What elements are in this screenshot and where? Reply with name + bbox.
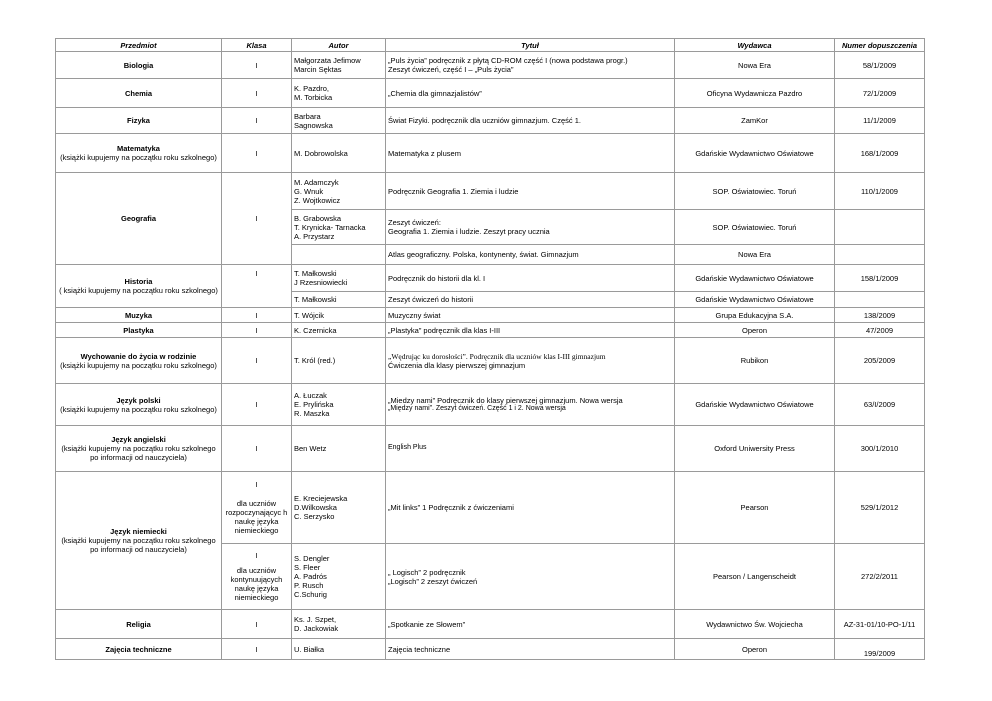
subject-cell — [56, 134, 222, 173]
author-cell — [292, 52, 386, 79]
approval-number-cell: 529/1/2012 — [835, 472, 925, 544]
author-line: A. Łuczak — [294, 391, 327, 400]
approval-number-cell: 205/2009 — [835, 338, 925, 384]
class-cell: I — [222, 426, 292, 472]
header-publisher: Wydawca — [675, 39, 835, 52]
subject-cell — [56, 384, 222, 426]
title-cell — [386, 265, 675, 292]
publisher-cell: Gdańskie Wydawnictwo Oświatowe — [675, 292, 835, 308]
title-line: Ćwiczenia dla klasy pierwszej gimnazjum — [388, 360, 526, 370]
table-row — [56, 384, 925, 426]
class-cell: I — [222, 173, 292, 265]
approval-number-cell: AZ-31-01/10-PO-1/11 — [835, 610, 925, 639]
table-row — [56, 323, 925, 338]
approval-number-cell: 138/2009 — [835, 308, 925, 323]
title-line: „Między nami”. Zeszyt ćwiczeń. Część 1 i 2. Nowa wersja — [388, 404, 566, 412]
author-line: Barbara — [294, 111, 321, 121]
author-line: T. Wójcik — [294, 310, 324, 320]
subject-name: Geografia — [120, 214, 156, 223]
author-line: K. Pazdro, — [294, 84, 330, 93]
title-cell — [386, 134, 675, 173]
approval-number-cell: 72/1/2009 — [835, 79, 925, 108]
class-cell: I — [222, 134, 292, 173]
title-cell — [386, 108, 675, 134]
author-line: M. Dobrowolska — [294, 148, 348, 158]
textbook-table — [55, 38, 925, 660]
author-cell — [292, 308, 386, 323]
title-line: Podręcznik do historii dla kl. I — [388, 273, 486, 283]
author-line: Sagnowska — [294, 120, 333, 130]
author-cell — [292, 544, 386, 610]
class-cell — [222, 472, 292, 544]
subject-name: Język niemiecki — [110, 527, 167, 536]
subject-cell — [56, 639, 222, 660]
author-cell — [292, 173, 386, 210]
title-cell — [386, 338, 675, 384]
approval-number-cell — [835, 292, 925, 308]
author-line: M. Torbicka — [294, 93, 333, 102]
publisher-cell: Operon — [675, 323, 835, 338]
author-cell — [292, 323, 386, 338]
publisher-cell: Gdańskie Wydawnictwo Oświatowe — [675, 265, 835, 292]
subject-note: (książki kupujemy na początku roku szkolnego po informacji od nauczyciela) — [61, 444, 216, 462]
author-line: Ks. J. Szpet, — [294, 615, 337, 624]
class-cell: I — [222, 265, 292, 308]
subject-cell — [56, 426, 222, 472]
header-title: Tytuł — [386, 39, 675, 52]
author-line: C. Serzysko — [294, 512, 335, 521]
author-cell — [292, 210, 386, 245]
author-line: Marcin Sęktas — [294, 65, 342, 74]
header-author: Autor — [292, 39, 386, 52]
publisher-cell: Grupa Edukacyjna S.A. — [675, 308, 835, 323]
title-line: „Miedzy nami” Podręcznik do klasy pierwszej gimnazjum. Nowa wersja — [388, 395, 623, 405]
title-line: „Wędrując ku dorosłości”. Podręcznik dla uczniów klas I-III gimnazjum — [388, 351, 606, 361]
author-line: U. Białka — [294, 644, 325, 654]
publisher-cell: Oficyna Wydawnicza Pazdro — [675, 79, 835, 108]
publisher-cell: SOP. Oświatowiec. Toruń — [675, 210, 835, 245]
approval-number-cell: 63/I/2009 — [835, 384, 925, 426]
title-line: „ Logisch” 2 podręcznik — [388, 567, 466, 577]
author-line: D.Wilkowska — [294, 503, 337, 512]
subject-note: (książki kupujemy na początku roku szkolnego po informacji od nauczyciela) — [61, 536, 216, 554]
author-line: E. Kreciejewska — [294, 494, 348, 503]
title-cell — [386, 384, 675, 426]
approval-number-cell — [835, 210, 925, 245]
author-line: J Rzesniowiecki — [294, 278, 348, 287]
author-cell — [292, 426, 386, 472]
subject-cell — [56, 108, 222, 134]
title-line: Zeszyt ćwiczeń: — [388, 218, 441, 227]
title-cell — [386, 173, 675, 210]
subject-name: Plastyka — [123, 325, 154, 335]
approval-number-cell: 272/2/2011 — [835, 544, 925, 610]
title-cell — [386, 544, 675, 610]
author-cell — [292, 245, 386, 265]
table-row — [56, 610, 925, 639]
title-line: „Plastyka” podręcznik dla klas I-III — [388, 325, 501, 335]
approval-number-cell: 300/1/2010 — [835, 426, 925, 472]
author-line: M. Adamczyk — [294, 177, 339, 187]
title-cell — [386, 52, 675, 79]
author-cell — [292, 292, 386, 308]
class-cell: I — [222, 384, 292, 426]
table-row — [56, 79, 925, 108]
title-cell — [386, 79, 675, 108]
author-line: E. Prylińska — [294, 400, 334, 409]
title-line: „Mit links” 1 Podręcznik z ćwiczeniami — [388, 503, 514, 512]
title-cell — [386, 426, 675, 472]
author-cell — [292, 79, 386, 108]
subject-name: Historia — [124, 277, 153, 286]
title-line: Muzyczny świat — [388, 310, 441, 320]
publisher-cell: Nowa Era — [675, 245, 835, 265]
subject-cell — [56, 173, 222, 265]
approval-number-cell: 11/1/2009 — [835, 108, 925, 134]
header-approval-number: Numer dopuszczenia — [835, 39, 925, 52]
author-cell — [292, 134, 386, 173]
class-cell: I — [222, 52, 292, 79]
author-cell — [292, 265, 386, 292]
author-line: Ben Wetz — [294, 444, 327, 453]
author-cell — [292, 639, 386, 660]
author-cell — [292, 472, 386, 544]
publisher-cell: SOP. Oświatowiec. Toruń — [675, 173, 835, 210]
subject-cell — [56, 79, 222, 108]
table-row — [56, 265, 925, 292]
approval-number-cell — [835, 245, 925, 265]
class-value: I — [255, 480, 258, 489]
approval-number-cell: 47/2009 — [835, 323, 925, 338]
subject-cell — [56, 338, 222, 384]
author-line: T. Małkowski — [294, 269, 337, 278]
title-line: Matematyka z plusem — [388, 148, 461, 158]
table-row — [56, 639, 925, 660]
publisher-cell: Nowa Era — [675, 52, 835, 79]
author-line: A. Przystarz — [294, 231, 335, 241]
table-row — [56, 52, 925, 79]
class-note: dla uczniów kontynuujących naukę języka niemieckiego — [230, 566, 283, 602]
subject-name: Język angielski — [111, 435, 166, 444]
publisher-cell: ZamKor — [675, 108, 835, 134]
subject-name: Język polski — [116, 395, 161, 405]
table-row — [56, 173, 925, 210]
subject-cell — [56, 265, 222, 308]
class-cell: I — [222, 338, 292, 384]
title-cell — [386, 639, 675, 660]
table-row — [56, 108, 925, 134]
title-line: „Puls życia” podręcznik z płytą CD-ROM część I (nowa podstawa progr.) — [388, 56, 628, 65]
subject-note: (książki kupujemy na początku roku szkolnego) — [60, 153, 217, 162]
table-row — [56, 134, 925, 173]
title-line: Atlas geograficzny. Polska, kontynenty, świat. Gimnazjum — [388, 250, 579, 259]
publisher-cell: Rubikon — [675, 338, 835, 384]
author-line: B. Grabowska — [294, 213, 342, 223]
title-cell — [386, 210, 675, 245]
subject-cell — [56, 610, 222, 639]
title-cell — [386, 472, 675, 544]
author-line: K. Czernicka — [294, 325, 337, 335]
subject-cell — [56, 323, 222, 338]
title-line: Świat Fizyki. podręcznik dla uczniów gimnazjum. Część 1. — [388, 116, 581, 125]
publisher-cell: Pearson / Langenscheidt — [675, 544, 835, 610]
author-line: T. Król (red.) — [294, 356, 336, 365]
subject-cell — [56, 308, 222, 323]
class-cell: I — [222, 323, 292, 338]
subject-name: Wychowanie do życia w rodzinie — [80, 351, 197, 361]
table-row — [56, 472, 925, 544]
table-row — [56, 308, 925, 323]
author-line: C.Schurig — [294, 590, 327, 599]
title-line: „Spotkanie ze Słowem” — [388, 619, 466, 629]
approval-number-cell: 110/1/2009 — [835, 173, 925, 210]
subject-name: Chemia — [124, 88, 153, 98]
title-line: Podręcznik Geografia 1. Ziemia i ludzie — [388, 186, 519, 196]
subject-note: (książki kupujemy na początku roku szkolnego) — [60, 360, 217, 370]
title-line: Zeszyt ćwiczeń do historii — [388, 295, 474, 304]
title-line: Zajęcia techniczne — [388, 644, 451, 654]
table-row — [56, 338, 925, 384]
header-subject: Przedmiot — [56, 39, 222, 52]
author-cell — [292, 108, 386, 134]
approval-number-cell: 168/1/2009 — [835, 134, 925, 173]
class-cell — [222, 544, 292, 610]
author-line: S. Fleer — [294, 563, 321, 572]
header-row — [56, 39, 925, 52]
class-cell: I — [222, 308, 292, 323]
author-line: D. Jackowiak — [294, 624, 339, 633]
publisher-cell: Gdańskie Wydawnictwo Oświatowe — [675, 384, 835, 426]
subject-name: Matematyka — [117, 144, 160, 153]
title-cell — [386, 245, 675, 265]
author-line: Z. Wojtkowicz — [294, 195, 341, 205]
class-cell: I — [222, 79, 292, 108]
title-line: Geografia 1. Ziemia i ludzie. Zeszyt pracy ucznia — [388, 227, 550, 236]
title-line: „Logisch” 2 zeszyt ćwiczeń — [388, 576, 478, 586]
class-cell: I — [222, 639, 292, 660]
subject-name: Zajęcia techniczne — [105, 644, 172, 654]
author-line: T. Krynicka- Tarnacka — [294, 222, 366, 232]
class-cell: I — [222, 108, 292, 134]
subject-note: ( książki kupujemy na początku roku szkolnego) — [59, 286, 218, 295]
approval-number-cell: 58/1/2009 — [835, 52, 925, 79]
author-cell — [292, 610, 386, 639]
publisher-cell: Pearson — [675, 472, 835, 544]
title-cell — [386, 292, 675, 308]
subject-note: (książki kupujemy na początku roku szkolnego) — [60, 404, 217, 414]
subject-name: Biologia — [123, 60, 154, 70]
class-value: I — [255, 551, 258, 560]
publisher-cell: Operon — [675, 639, 835, 660]
subject-name: Fizyka — [127, 116, 150, 125]
author-line: Małgorzata Jefimow — [294, 56, 361, 65]
title-line: Zeszyt ćwiczeń, część I – „Puls życia” — [388, 65, 514, 74]
publisher-cell: Wydawnictwo Św. Wojciecha — [675, 610, 835, 639]
title-cell — [386, 308, 675, 323]
author-line: S. Dengler — [294, 554, 330, 563]
header-class: Klasa — [222, 39, 292, 52]
class-note: dla uczniów rozpoczynającyc h naukę języka niemieckiego — [225, 499, 288, 535]
author-cell — [292, 338, 386, 384]
author-line: R. Maszka — [294, 409, 330, 418]
title-line: English Plus — [388, 444, 427, 452]
author-line: T. Małkowski — [294, 295, 337, 304]
table-row — [56, 426, 925, 472]
approval-number-cell: 199/2009 — [835, 639, 925, 660]
approval-number-cell: 158/1/2009 — [835, 265, 925, 292]
author-cell — [292, 384, 386, 426]
subject-cell — [56, 472, 222, 610]
subject-cell — [56, 52, 222, 79]
title-line: „Chemia dla gimnazjalistów” — [388, 88, 482, 98]
class-cell: I — [222, 610, 292, 639]
subject-name: Muzyka — [124, 310, 153, 320]
subject-name: Religia — [126, 619, 151, 629]
author-line: G. Wnuk — [294, 186, 324, 196]
publisher-cell: Oxford Uniwersity Press — [675, 426, 835, 472]
title-cell — [386, 323, 675, 338]
title-cell — [386, 610, 675, 639]
publisher-cell: Gdańskie Wydawnictwo Oświatowe — [675, 134, 835, 173]
author-line: A. Padrós — [294, 572, 327, 581]
author-line: P. Rusch — [294, 581, 324, 590]
